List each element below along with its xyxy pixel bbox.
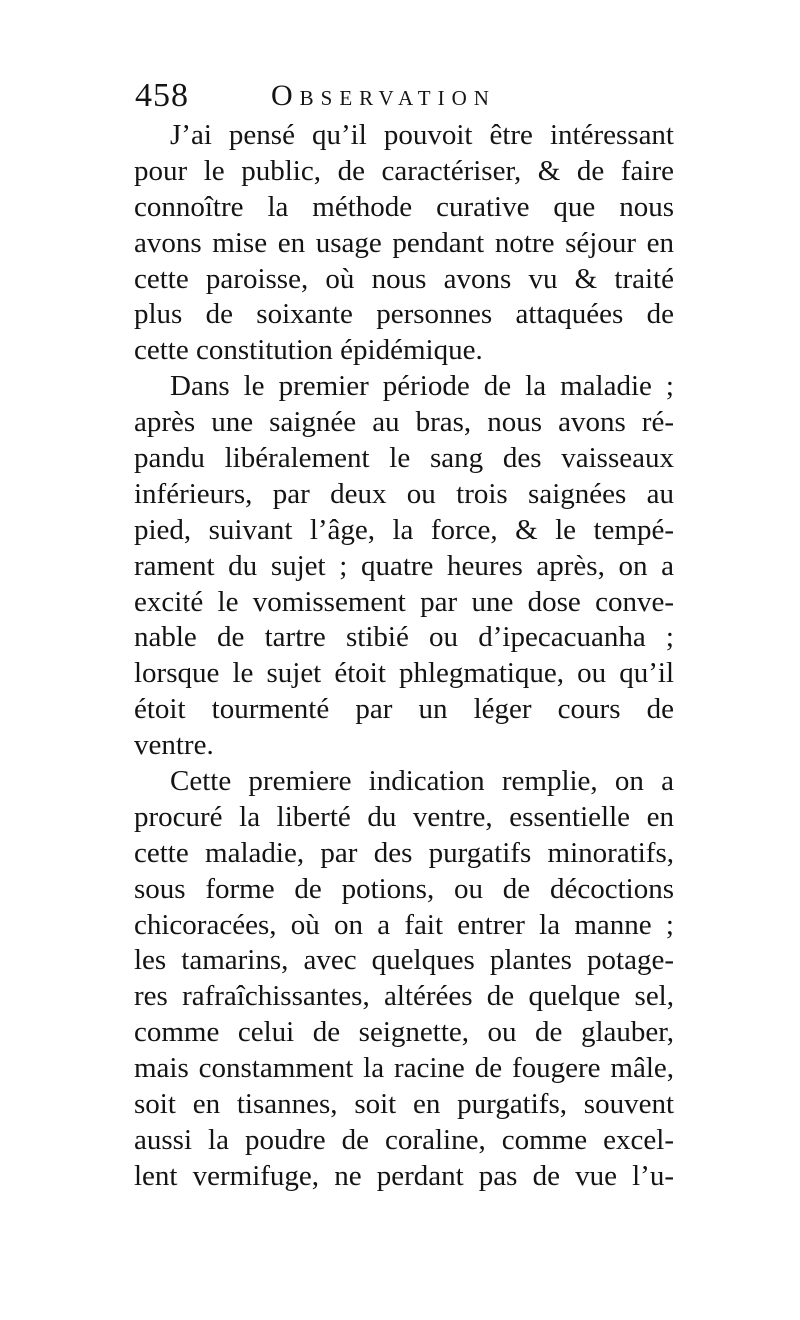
text-line: res rafraîchissantes, altérées de quelque sel, [134,980,674,1013]
text-line: excité le vomissement par une dose conve- [134,585,674,618]
text-line: lent vermifuge, ne perdant pas de vue l’u- [134,1159,674,1192]
text-line: comme celui de seignette, ou de glauber, [134,1016,674,1049]
text-line: cette constitution épidémique. [134,334,483,367]
body-text [134,118,674,1195]
text-line: inférieurs, par deux ou trois saignées au [134,477,674,510]
text-line: étoit tourmenté par un léger cours de [134,693,674,726]
text-line: lorsque le sujet étoit phlegmatique, ou qu’il [134,657,674,690]
text-line: cette paroisse, où nous avons vu & traité [134,262,674,295]
text-line: aussi la poudre de coraline, comme excel- [134,1123,674,1156]
text-line: mais constamment la racine de fougere mâle, [134,1052,674,1085]
page-number: 458 [135,77,189,114]
text-line: connoître la méthode curative que nous [134,190,674,223]
text-line: avons mise en usage pendant notre séjour en [134,226,674,259]
text-line: chicoracées, où on a fait entrer la manne ; [134,908,674,941]
text-line: pied, suivant l’âge, la force, & le tempé- [134,513,674,546]
text-line: rament du sujet ; quatre heures après, on a [134,549,674,582]
text-line: Cette premiere indication remplie, on a [170,765,674,798]
text-line: cette maladie, par des purgatifs minoratifs, [134,836,674,869]
text-line: plus de soixante personnes attaquées de [134,298,674,331]
text-line: soit en tisannes, soit en purgatifs, souvent [134,1088,674,1121]
text-line: pandu libéralement le sang des vaisseaux [134,442,674,475]
text-line: procuré la liberté du ventre, essentielle en [134,800,674,833]
text-line: pour le public, de caractériser, & de faire [134,154,674,187]
running-title: Observation [271,79,496,112]
text-line: ventre. [134,729,214,762]
text-line: nable de tartre stibié ou d’ipecacuanha ; [134,621,674,654]
text-line: après une saignée au bras, nous avons ré- [134,406,674,439]
running-head [135,74,675,118]
text-line: J’ai pensé qu’il pouvoit être intéressant [170,119,674,151]
text-line: Dans le premier période de la maladie ; [170,370,674,403]
text-line: les tamarins, avec quelques plantes potage- [134,944,674,977]
text-line: sous forme de potions, ou de décoctions [134,872,674,905]
